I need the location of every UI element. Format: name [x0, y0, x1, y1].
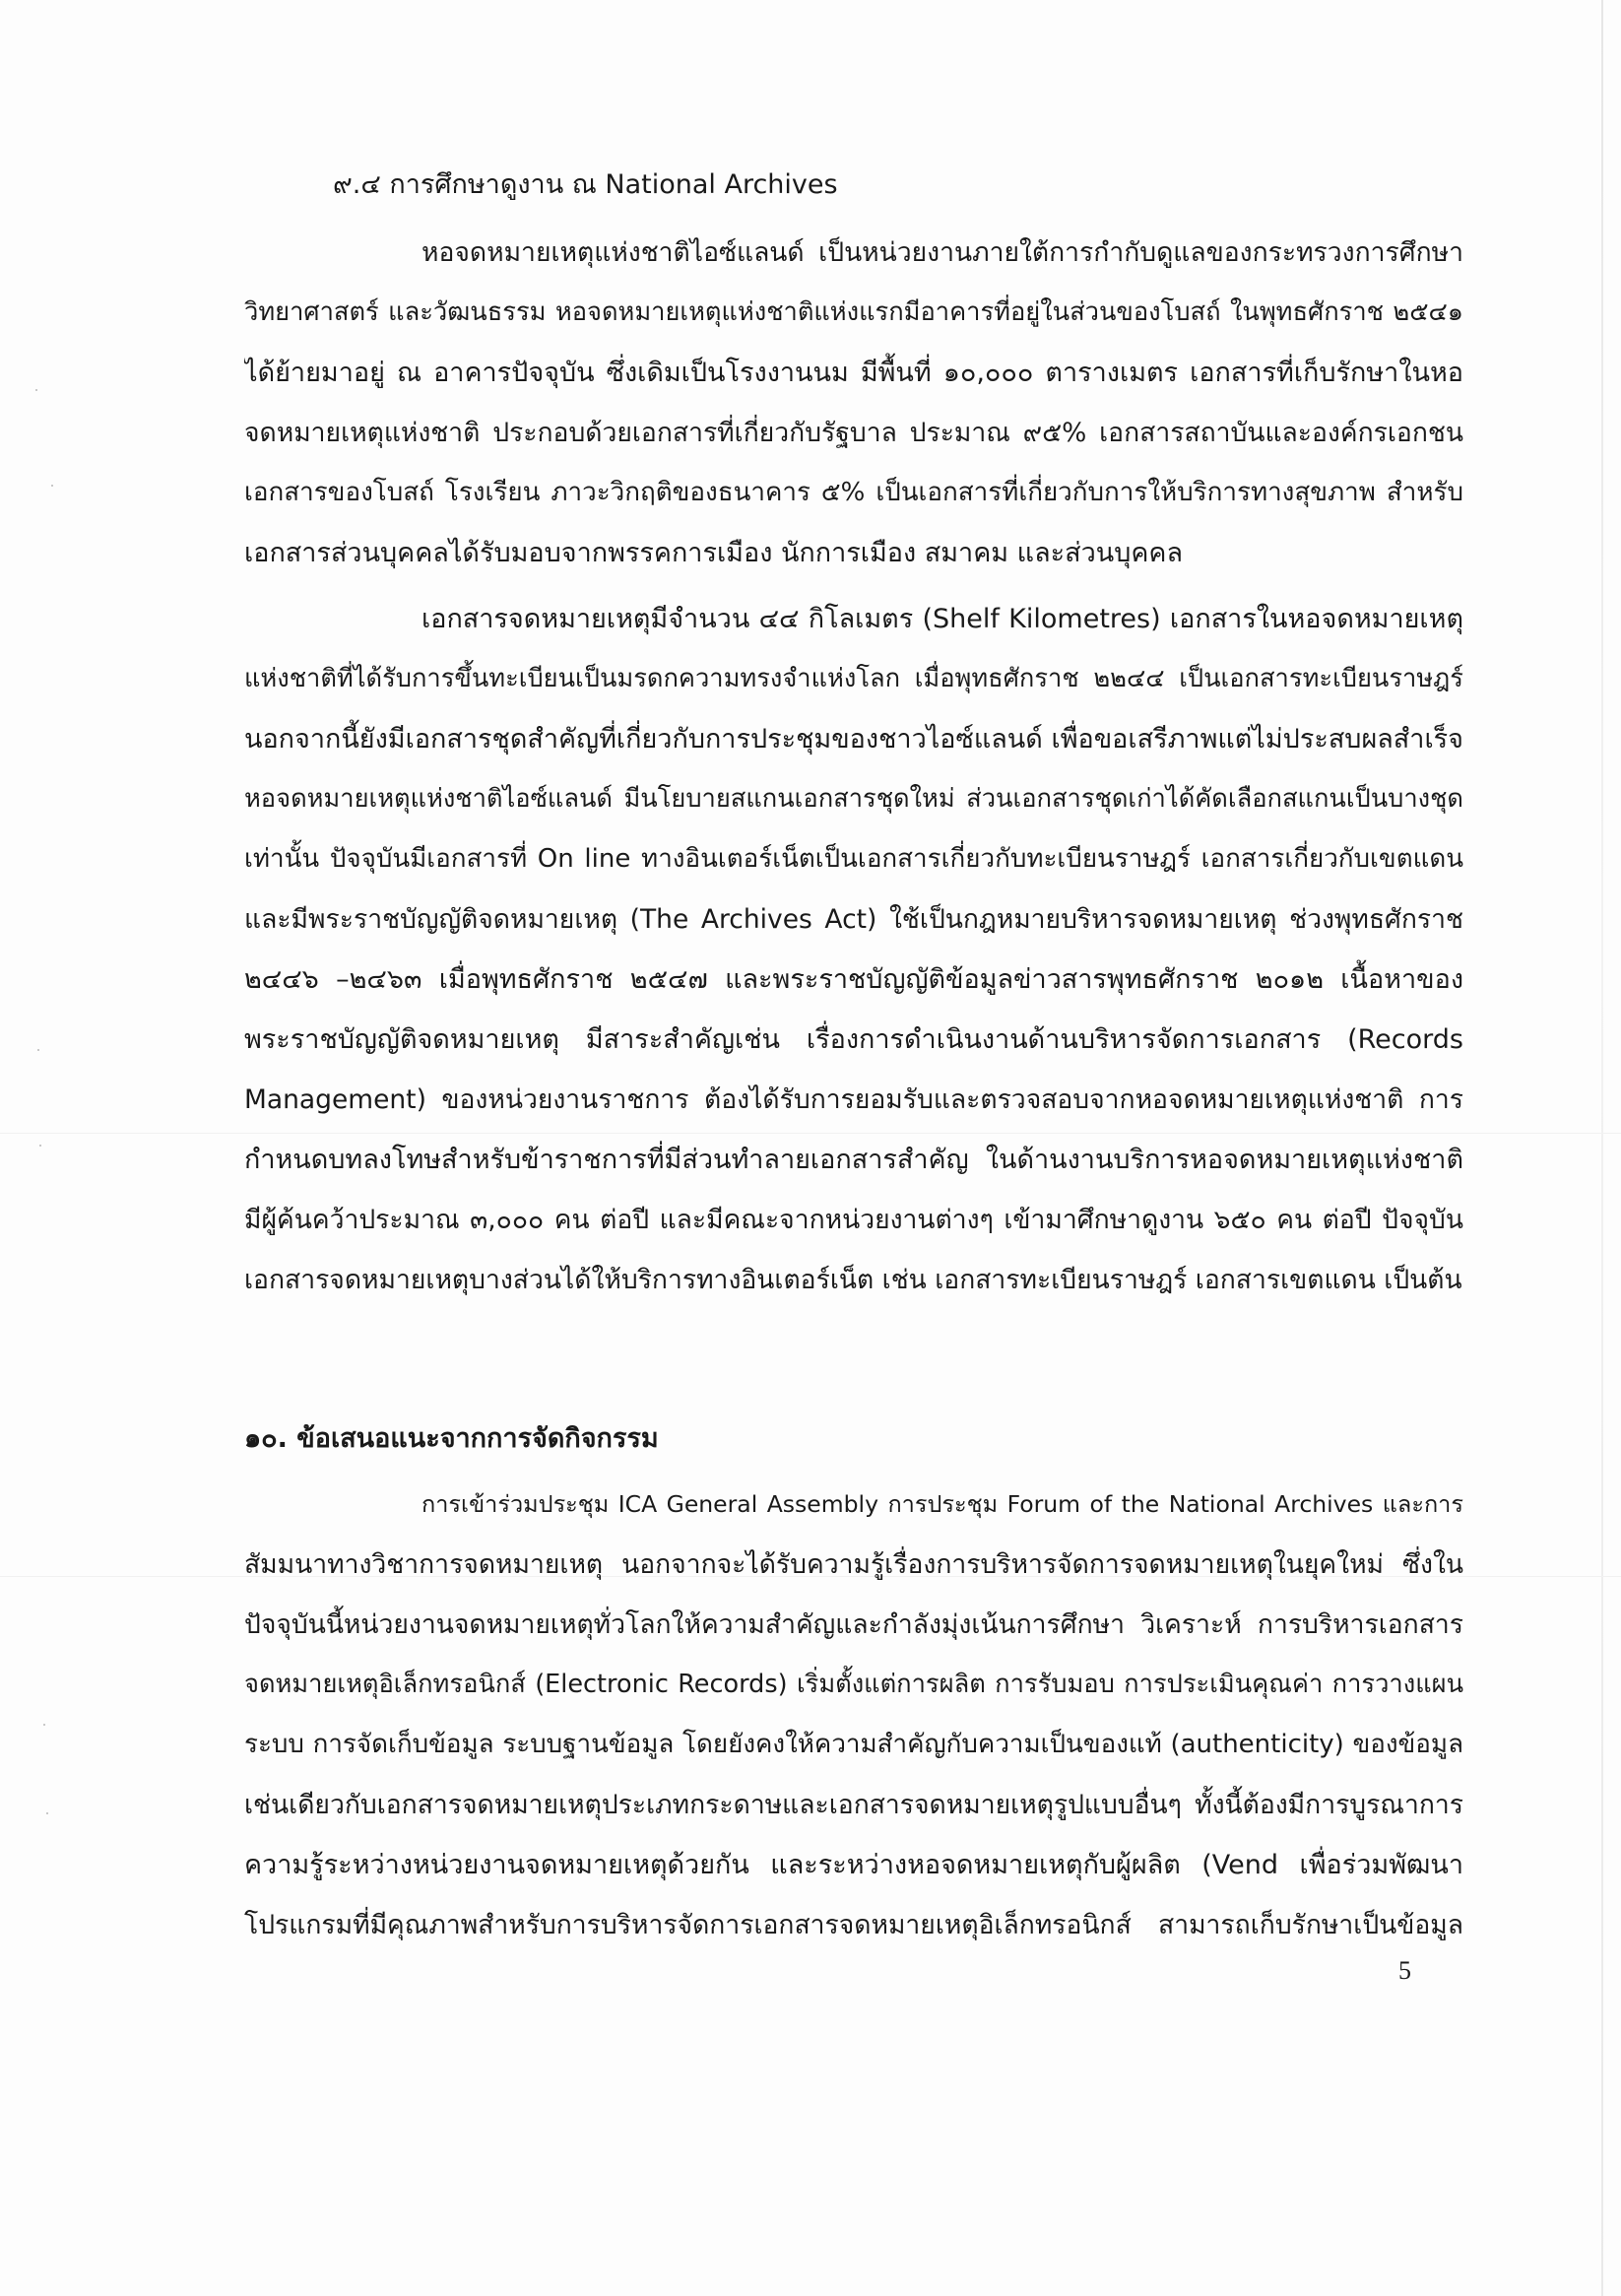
- paragraph-line: ได้ย้ายมาอยู่ ณ อาคารปัจจุบัน ซึ่งเดิมเป็นโรงงานนม มีพื้นที่ ๑๐,๐๐๐ ตารางเมตร เอกสารที่เก็บรักษาในหอ: [244, 358, 1463, 388]
- scan-speck: [46, 1812, 48, 1814]
- paragraph-line: ความรู้ระหว่างหน่วยงานจดหมายเหตุด้วยกัน และระหว่างหอจดหมายเหตุกับผู้ผลิต (Vend เพื่อร่วมพัฒนา: [244, 1850, 1463, 1880]
- paragraph-line: กำหนดบทลงโทษสำหรับข้าราชการที่มีส่วนทำลายเอกสารสำคัญ ในด้านงานบริการหอจดหมายเหตุแห่งชาติ: [244, 1145, 1463, 1175]
- paragraph-line: เอกสารส่วนบุคคลได้รับมอบจากพรรคการเมือง นักการเมือง สมาคม และส่วนบุคคล: [244, 538, 1184, 568]
- paragraph-line: จดหมายเหตุแห่งชาติ ประกอบด้วยเอกสารที่เกี่ยวกับรัฐบาล ประมาณ ๙๕% เอกสารสถาบันและองค์กรเอกชน: [244, 418, 1463, 448]
- paragraph-line: เอกสารจดหมายเหตุบางส่วนได้ให้บริการทางอินเตอร์เน็ต เช่น เอกสารทะเบียนราษฎร์ เอกสารเขตแดน เป็นต้น: [244, 1265, 1462, 1295]
- paragraph-line: ปัจจุบันนี้หน่วยงานจดหมายเหตุทั่วโลกให้ความสำคัญและกำลังมุ่งเน้นการศึกษา วิเคราะห์ การบริหารเอกสาร: [244, 1609, 1463, 1640]
- section-9-4-heading: ๙.๔ การศึกษาดูงาน ณ National Archives: [333, 169, 838, 200]
- paragraph-line: Management) ของหน่วยงานราชการ ต้องได้รับการยอมรับและตรวจสอบจากหอจดหมายเหตุแห่งชาติ การ: [244, 1084, 1463, 1115]
- paragraph-line: มีผู้ค้นคว้าประมาณ ๓,๐๐๐ คน ต่อปี และมีคณะจากหน่วยงานต่างๆ เข้ามาศึกษาดูงาน ๖๕๐ คน ต่อปี ปัจจุบัน: [244, 1205, 1463, 1235]
- paragraph-line: เอกสารจดหมายเหตุมีจำนวน ๔๔ กิโลเมตร (Shelf Kilometres) เอกสารในหอจดหมายเหตุ: [421, 604, 1463, 634]
- paragraph-line: การเข้าร่วมประชุม ICA General Assembly การประชุม Forum of the National Archives และการ: [421, 1490, 1463, 1518]
- scan-speck: [51, 485, 53, 487]
- scan-speck: [39, 1145, 41, 1147]
- paragraph-line: จดหมายเหตุอิเล็กทรอนิกส์ (Electronic Records) เริ่มตั้งแต่การผลิต การรับมอบ การประเมินคุณค่า การวางแผน: [244, 1670, 1463, 1699]
- scan-speck: [37, 1049, 39, 1051]
- paragraph-line: หอจดหมายเหตุแห่งชาติไอซ์แลนด์ เป็นหน่วยงานภายใต้การกำกับดูแลของกระทรวงการศึกษา: [421, 237, 1463, 268]
- paragraph-line: ระบบ การจัดเก็บข้อมูล ระบบฐานข้อมูล โดยยังคงให้ความสำคัญกับความเป็นของแท้ (authenticity) ของข้อมูล: [244, 1730, 1463, 1759]
- paragraph-line: หอจดหมายเหตุแห่งชาติไอซ์แลนด์ มีนโยบายสแกนเอกสารชุดใหม่ ส่วนเอกสารชุดเก่าได้คัดเลือกสแกนเป็นบางชุด: [244, 784, 1463, 814]
- section-9-4-paragraph-2: [244, 589, 1463, 1310]
- scan-edge: [1601, 0, 1603, 2296]
- page-number: 5: [1398, 1956, 1411, 1985]
- paragraph-line: เอกสารของโบสถ์ โรงเรียน ภาวะวิกฤติของธนาคาร ๕% เป็นเอกสารที่เกี่ยวกับการให้บริการทางสุขภาพ สำหรับ: [244, 478, 1463, 507]
- section-10-paragraph-1: [244, 1475, 1463, 1955]
- paragraph-line: ๒๔๔๖ –๒๔๖๓ เมื่อพุทธศักราช ๒๕๔๗ และพระราชบัญญัติข้อมูลข่าวสารพุทธศักราช ๒๐๑๒ เนื้อหาของ: [244, 964, 1463, 995]
- paragraph-line: เช่นเดียวกับเอกสารจดหมายเหตุประเภทกระดาษและเอกสารจดหมายเหตุรูปแบบอื่นๆ ทั้งนี้ต้องมีการบูรณาการ: [244, 1790, 1463, 1820]
- paragraph-line: โปรแกรมที่มีคุณภาพสำหรับการบริหารจัดการเอกสารจดหมายเหตุอิเล็กทรอนิกส์ สามารถเก็บรักษาเป็นข้อมูล: [244, 1910, 1463, 1940]
- paragraph-line: นอกจากนี้ยังมีเอกสารชุดสำคัญที่เกี่ยวกับการประชุมของชาวไอซ์แลนด์ เพื่อขอเสรีภาพแต่ไม่ประสบผลสำเร็จ: [244, 724, 1463, 754]
- paragraph-line: วิทยาศาสตร์ และวัฒนธรรม หอจดหมายเหตุแห่งชาติแห่งแรกมีอาคารที่อยู่ในส่วนของโบสถ์ ในพุทธศักราช ๒๕๔๑: [244, 297, 1463, 327]
- section-10-heading: ๑๐. ข้อเสนอแนะจากการจัดกิจกรรม: [244, 1423, 659, 1454]
- scan-speck: [43, 1724, 45, 1726]
- paragraph-line: เท่านั้น ปัจจุบันมีเอกสารที่ On line ทางอินเตอร์เน็ตเป็นเอกสารเกี่ยวกับทะเบียนราษฎร์ เอกสารเกี่ยวกับเขตแดน: [244, 844, 1463, 874]
- paragraph-line: และมีพระราชบัญญัติจดหมายเหตุ (The Archives Act) ใช้เป็นกฎหมายบริหารจดหมายเหตุ ช่วงพุทธศักราช: [244, 904, 1463, 935]
- paragraph-line: สัมมนาทางวิชาการจดหมายเหตุ นอกจากจะได้รับความรู้เรื่องการบริหารจัดการจดหมายเหตุในยุคใหม่ ซึ่งใน: [244, 1549, 1463, 1580]
- paragraph-line: แห่งชาติที่ได้รับการขึ้นทะเบียนเป็นมรดกความทรงจำแห่งโลก เมื่อพุทธศักราช ๒๒๔๔ เป็นเอกสารทะเบียนราษฎร์: [244, 664, 1463, 693]
- section-9-4-paragraph-1: [244, 223, 1463, 583]
- paragraph-line: พระราชบัญญัติจดหมายเหตุ มีสาระสำคัญเช่น เรื่องการดำเนินงานด้านบริหารจัดการเอกสาร (Records: [244, 1024, 1463, 1055]
- scan-speck: [35, 389, 37, 391]
